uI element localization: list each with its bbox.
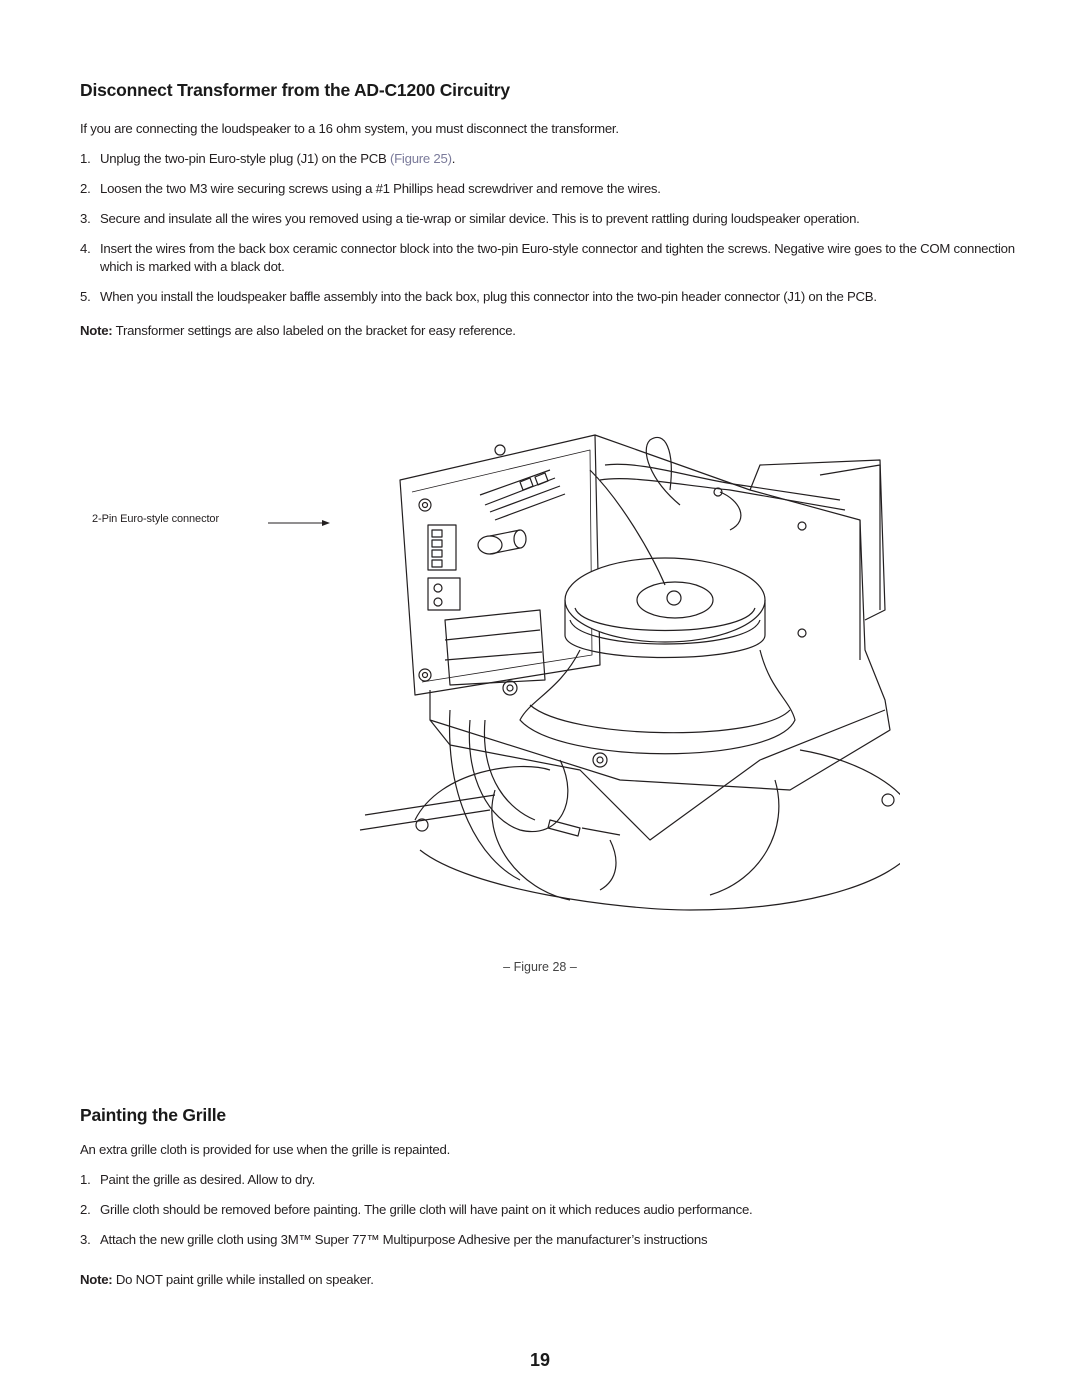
disconnect-steps-list bbox=[80, 150, 1020, 318]
section-heading-painting-grille: Painting the Grille bbox=[80, 1105, 226, 1125]
note-text: Transformer settings are also labeled on the bracket for easy reference. bbox=[112, 323, 516, 338]
list-item bbox=[80, 210, 1020, 228]
speaker-assembly-illustration bbox=[320, 420, 900, 920]
step-number: 2. bbox=[80, 1202, 91, 1217]
step-number: 4. bbox=[80, 241, 91, 256]
step-text: Attach the new grille cloth using 3M™ Super 77™ Multipurpose Adhesive per the manufacturer’s instructions bbox=[100, 1232, 708, 1247]
step-text: Loosen the two M3 wire securing screws using a #1 Phillips head screwdriver and remove the wires. bbox=[100, 181, 661, 196]
step-number: 1. bbox=[80, 151, 91, 166]
step-number: 5. bbox=[80, 289, 91, 304]
page-number: 19 bbox=[529, 1350, 551, 1370]
section-intro: An extra grille cloth is provided for use when the grille is repainted. bbox=[80, 1142, 451, 1157]
note-label: Note: bbox=[80, 323, 113, 338]
list-item bbox=[80, 180, 1020, 198]
list-item bbox=[80, 1201, 1020, 1219]
list-item bbox=[80, 150, 1020, 168]
note-painting bbox=[80, 1271, 1010, 1289]
list-item bbox=[80, 240, 1020, 276]
note-transformer bbox=[80, 322, 1010, 340]
step-text: When you install the loudspeaker baffle assembly into the back box, plug this connector into the two-pin header connector (J1) on the PCB. bbox=[100, 289, 877, 304]
note-label: Note: bbox=[80, 1272, 113, 1287]
list-item bbox=[80, 1171, 1020, 1189]
step-number: 3. bbox=[80, 211, 91, 226]
section-intro: If you are connecting the loudspeaker to a 16 ohm system, you must disconnect the transformer. bbox=[80, 121, 619, 136]
step-text: Unplug the two-pin Euro-style plug (J1) on the PCB bbox=[100, 151, 390, 166]
step-number: 1. bbox=[80, 1172, 91, 1187]
connector-callout-label: 2-Pin Euro-style connector bbox=[92, 513, 220, 525]
list-item bbox=[80, 288, 1020, 306]
step-text: Insert the wires from the back box ceramic connector block into the two-pin Euro-style connector and tighten the screws. Negative wire goes to the COM connection which is marked with a black dot. bbox=[100, 241, 1015, 274]
step-text: Paint the grille as desired. Allow to dry. bbox=[100, 1172, 316, 1187]
figure-25-link[interactable]: (Figure 25) bbox=[389, 151, 452, 166]
figure-caption: – Figure 28 – bbox=[503, 960, 577, 974]
step-text: Grille cloth should be removed before painting. The grille cloth will have paint on it which reduces audio performance. bbox=[100, 1202, 753, 1217]
list-item bbox=[80, 1231, 1020, 1249]
note-text: Do NOT paint grille while installed on speaker. bbox=[112, 1272, 374, 1287]
section-heading-disconnect-transformer: Disconnect Transformer from the AD-C1200 Circuitry bbox=[80, 80, 510, 100]
step-text: Secure and insulate all the wires you removed using a tie-wrap or similar device. This is to prevent rattling during loudspeaker operation. bbox=[100, 211, 860, 226]
step-text-tail: . bbox=[451, 151, 456, 166]
step-number: 3. bbox=[80, 1232, 91, 1247]
painting-steps-list bbox=[80, 1171, 1020, 1261]
step-number: 2. bbox=[80, 181, 91, 196]
